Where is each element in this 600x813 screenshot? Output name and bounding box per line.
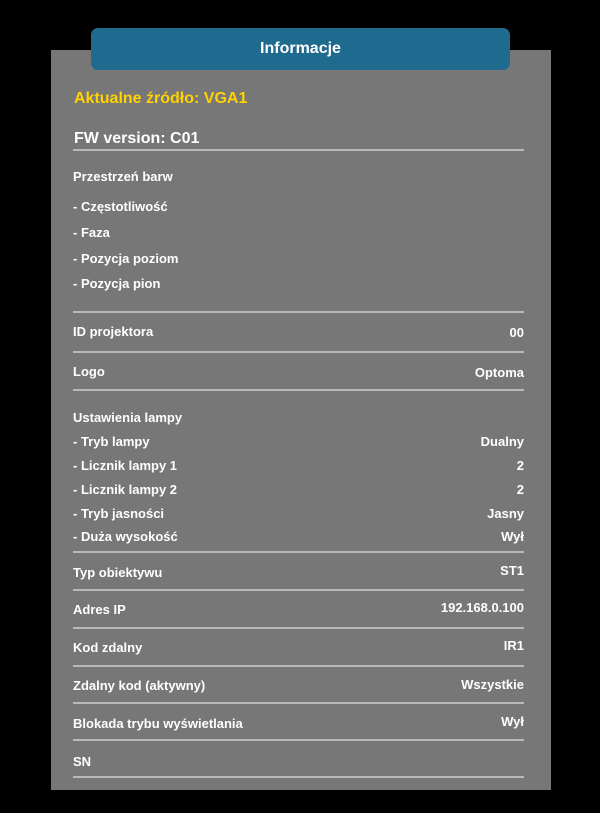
lamp-settings-label: Ustawienia lampy bbox=[73, 410, 183, 425]
serial-number-label: SN bbox=[73, 754, 92, 769]
logo-label: Logo bbox=[73, 364, 105, 379]
display-lock-value: Wył bbox=[501, 714, 524, 729]
window-title: Informacje bbox=[91, 28, 510, 70]
lamp-mode-label: - Tryb lampy bbox=[73, 434, 150, 449]
lens-type-value: ST1 bbox=[500, 563, 524, 578]
color-space-label: Przestrzeń barw bbox=[73, 169, 173, 184]
lamp-mode-value: Dualny bbox=[480, 434, 524, 449]
remote-code-value: IR1 bbox=[503, 638, 524, 653]
divider bbox=[73, 589, 524, 591]
divider bbox=[73, 389, 524, 391]
remote-code-active-value: Wszystkie bbox=[461, 677, 524, 692]
color-space-item-phase: - Faza bbox=[73, 225, 110, 240]
brightness-mode-label: - Tryb jasności bbox=[73, 506, 165, 521]
projector-id-label: ID projektora bbox=[73, 324, 154, 339]
divider bbox=[73, 627, 524, 629]
divider bbox=[73, 702, 524, 704]
current-source: Aktualne źródło: VGA1 bbox=[74, 90, 248, 107]
color-space-item-frequency: - Częstotliwość bbox=[73, 199, 168, 214]
lamp-counter-2-label: - Licznik lampy 2 bbox=[73, 482, 178, 497]
lens-type-label: Typ obiektywu bbox=[73, 565, 163, 580]
divider bbox=[73, 776, 524, 778]
divider bbox=[73, 351, 524, 353]
ip-address-value: 192.168.0.100 bbox=[440, 600, 524, 615]
remote-code-active-label: Zdalny kod (aktywny) bbox=[73, 678, 206, 693]
display-lock-label: Blokada trybu wyświetlania bbox=[73, 716, 243, 731]
logo-value: Optoma bbox=[474, 365, 524, 380]
high-altitude-value: Wył bbox=[501, 529, 524, 544]
ip-address-label: Adres IP bbox=[73, 602, 126, 617]
divider bbox=[73, 665, 524, 667]
divider bbox=[73, 149, 524, 151]
fw-version: FW version: C01 bbox=[74, 130, 200, 147]
lamp-counter-2-value: 2 bbox=[516, 482, 524, 497]
color-space-item-v-position: - Pozycja pion bbox=[73, 276, 161, 291]
remote-code-label: Kod zdalny bbox=[73, 640, 143, 655]
lamp-counter-1-value: 2 bbox=[516, 458, 524, 473]
lamp-counter-1-label: - Licznik lampy 1 bbox=[73, 458, 178, 473]
divider bbox=[73, 311, 524, 313]
brightness-mode-value: Jasny bbox=[487, 506, 524, 521]
high-altitude-label: - Duża wysokość bbox=[73, 529, 178, 544]
divider bbox=[73, 739, 524, 741]
projector-id-value: 00 bbox=[509, 325, 524, 340]
color-space-item-h-position: - Pozycja poziom bbox=[73, 251, 179, 266]
divider bbox=[73, 551, 524, 553]
